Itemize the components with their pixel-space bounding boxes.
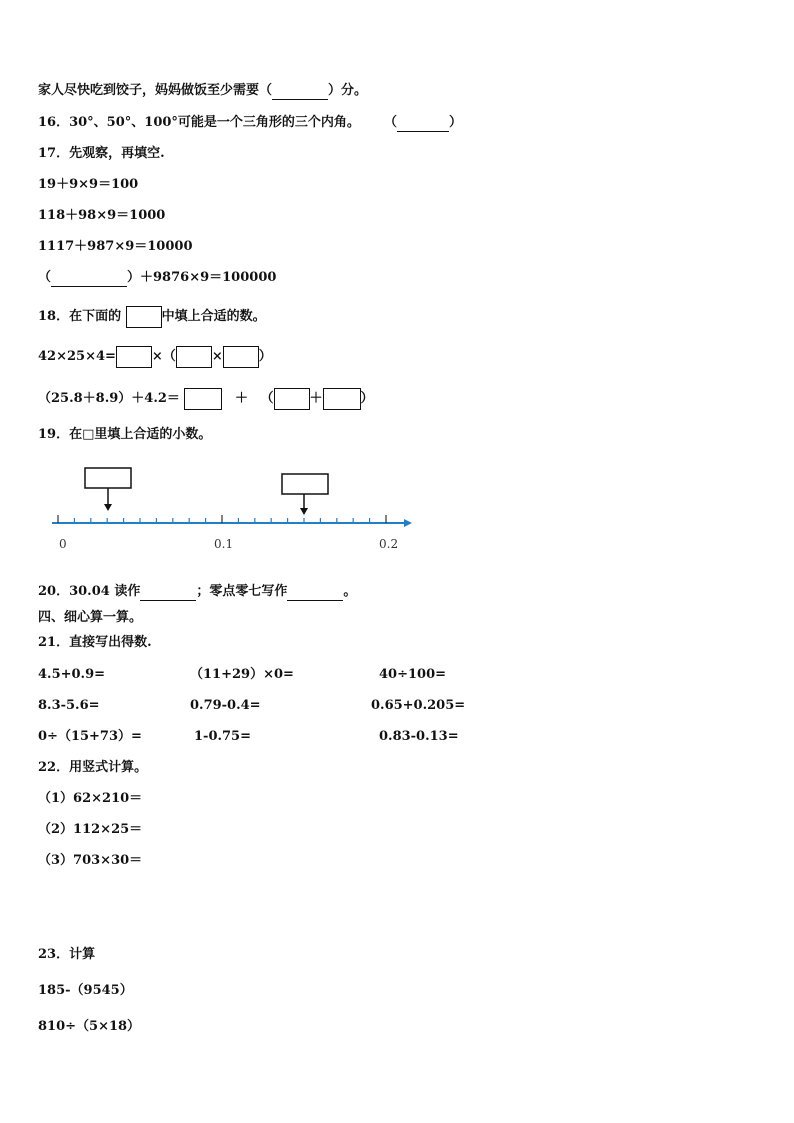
q21-r3-c1: 0÷（15+73）= bbox=[38, 729, 142, 744]
q16-answer bbox=[384, 114, 462, 132]
q18-title bbox=[38, 305, 266, 329]
q21-r1-c1: 4.5+0.9= bbox=[38, 667, 106, 682]
q20-text-3: 。 bbox=[343, 584, 357, 599]
q20-text-1: 20．30.04 读作 bbox=[38, 584, 141, 599]
axis-arrow-head bbox=[404, 519, 412, 527]
q18-title-start: 18．在下面的 bbox=[38, 309, 122, 324]
q22-item-2: （2）112×25＝ bbox=[38, 822, 143, 837]
number-line bbox=[38, 462, 418, 557]
q18-box-2[interactable] bbox=[176, 346, 212, 368]
q15-text-end: ）分。 bbox=[328, 83, 368, 98]
q18-row2-expr: （25.8＋8.9）＋4.2＝ bbox=[38, 391, 180, 406]
q21-r1-c3: 40÷100= bbox=[379, 667, 447, 682]
q15-answer-blank[interactable] bbox=[272, 85, 328, 100]
q18-row2-close: ） bbox=[360, 391, 374, 406]
arrow-2-head bbox=[300, 508, 308, 515]
q22-title: 22．用竖式计算。 bbox=[38, 760, 148, 775]
q21-r2-c3: 0.65+0.205= bbox=[371, 698, 466, 713]
q18-row1-expr: 42×25×4= bbox=[38, 349, 116, 364]
section-4-heading: 四、细心算一算。 bbox=[38, 610, 143, 625]
q22-item-3: （3）703×30＝ bbox=[38, 853, 143, 868]
q17-answer-blank[interactable] bbox=[51, 272, 127, 287]
number-line-svg bbox=[38, 462, 418, 557]
q21-r3-c2: 1-0.75= bbox=[194, 729, 251, 744]
q18-row-2 bbox=[38, 387, 374, 411]
q18-box-3[interactable] bbox=[223, 346, 259, 368]
q17-title: 17．先观察，再填空. bbox=[38, 146, 165, 161]
q17-line-2: 118＋98×9＝1000 bbox=[38, 208, 166, 223]
arrow-1-head bbox=[104, 504, 112, 511]
q23-item-1: 185-（9545） bbox=[38, 983, 133, 998]
q16-paren-right: ） bbox=[449, 115, 463, 130]
q18-row2-plus: ＋ bbox=[234, 391, 248, 406]
q18-box-4[interactable] bbox=[184, 388, 222, 410]
q18-row1-times2: × bbox=[211, 349, 223, 364]
q22-item-1: （1）62×210＝ bbox=[38, 791, 143, 806]
q18-box-5[interactable] bbox=[274, 388, 310, 410]
q21-title: 21．直接写出得数. bbox=[38, 635, 152, 650]
q20-line bbox=[38, 583, 356, 601]
q23-title: 23．计算 bbox=[38, 947, 96, 962]
q18-title-end: 中填上合适的数。 bbox=[161, 309, 266, 324]
q21-r1-c2: （11+29）×0= bbox=[190, 667, 294, 682]
q17-line-1: 19＋9×9＝100 bbox=[38, 177, 139, 192]
number-line-axis bbox=[52, 515, 412, 527]
q17-paren-left: （ bbox=[38, 270, 52, 285]
q16-line bbox=[38, 114, 360, 132]
q17-line-3: 1117＋987×9＝10000 bbox=[38, 239, 193, 254]
q18-row1-times: ×（ bbox=[151, 349, 176, 364]
q18-row2-paren: （ bbox=[260, 391, 274, 406]
q16-answer-blank[interactable] bbox=[397, 117, 449, 132]
q20-text-2: ；零点零七写作 bbox=[196, 584, 288, 599]
q18-row1-close: ） bbox=[258, 349, 272, 364]
q21-r2-c2: 0.79-0.4= bbox=[190, 698, 261, 713]
q17-line-4 bbox=[38, 269, 276, 287]
number-line-box-1 bbox=[85, 468, 131, 488]
tick-label-0: 0 bbox=[59, 537, 67, 551]
q16-paren-left: （ bbox=[384, 115, 398, 130]
q21-r2-c1: 8.3-5.6= bbox=[38, 698, 100, 713]
q18-box-6[interactable] bbox=[323, 388, 361, 410]
q23-item-2: 810÷（5×18） bbox=[38, 1019, 141, 1034]
q18-example-box bbox=[126, 306, 162, 328]
q15-tail bbox=[38, 82, 367, 100]
q19-title: 19．在□里填上合适的小数。 bbox=[38, 427, 212, 442]
tick-label-0-1: 0.1 bbox=[214, 537, 234, 551]
q20-blank-1[interactable] bbox=[140, 586, 196, 601]
q15-text: 家人尽快吃到饺子，妈妈做饭至少需要（ bbox=[38, 83, 273, 98]
q21-r3-c3: 0.83-0.13= bbox=[379, 729, 459, 744]
number-line-box-2 bbox=[282, 474, 328, 494]
tick-label-0-2: 0.2 bbox=[379, 537, 399, 551]
q16-text: 16．30°、50°、100°可能是一个三角形的三个内角。 bbox=[38, 115, 360, 130]
q18-row2-plus2: ＋ bbox=[309, 391, 323, 406]
q20-blank-2[interactable] bbox=[287, 586, 343, 601]
q18-box-1[interactable] bbox=[116, 346, 152, 368]
q17-equation: ）＋9876×9＝100000 bbox=[127, 270, 277, 285]
q18-row-1 bbox=[38, 345, 272, 369]
